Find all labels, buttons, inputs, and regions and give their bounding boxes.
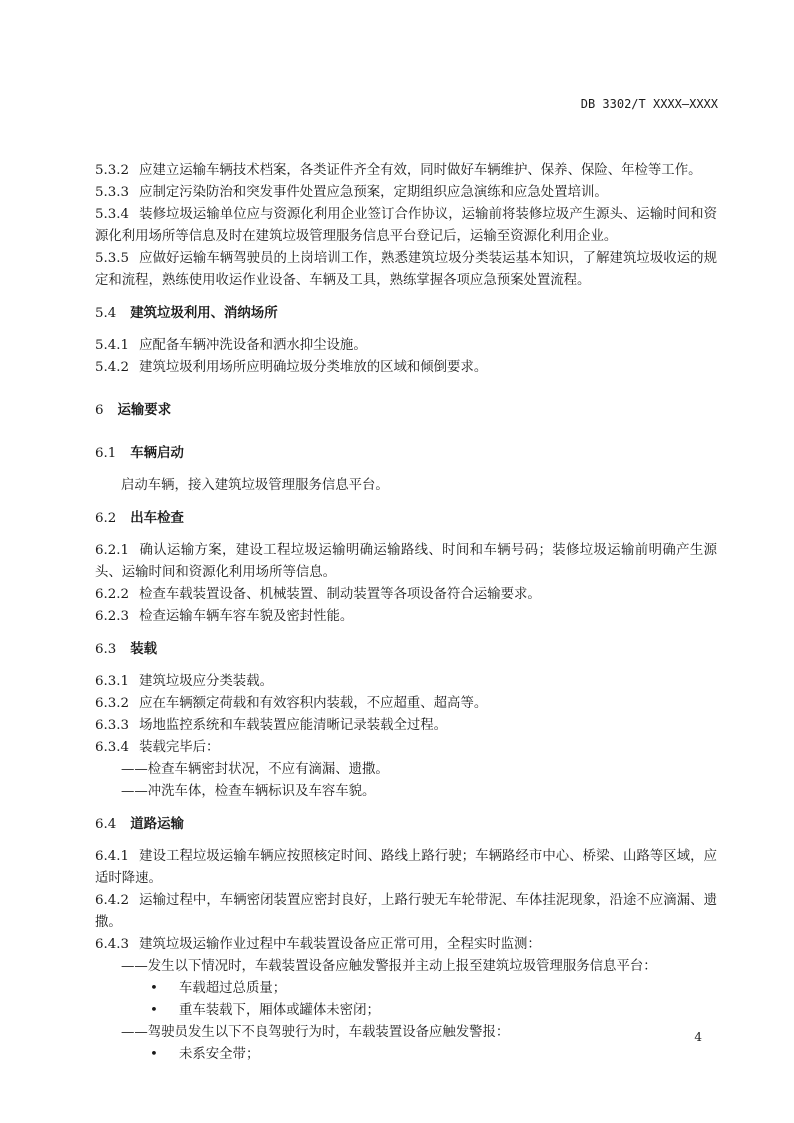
page-number: 4: [694, 1030, 702, 1044]
bullet-icon: •: [150, 1047, 158, 1062]
clause-number: 5.3.2: [95, 163, 130, 178]
clause-paragraph: [95, 693, 717, 715]
spacer: [95, 803, 717, 813]
clause-number: 6.2.3: [95, 609, 130, 624]
clause-text: 装载完毕后：: [139, 740, 220, 755]
section-heading: [95, 302, 717, 325]
clause-paragraph: [95, 846, 717, 890]
clause-paragraph: [95, 540, 717, 584]
clause-text: 建筑垃圾利用场所应明确垃圾分类堆放的区域和倾倒要求。: [139, 360, 488, 375]
spacer: [95, 836, 717, 846]
clause-text: 应在车辆额定荷载和有效容积内装载，不应超重、超高等。: [139, 696, 488, 711]
clause-paragraph: [95, 182, 717, 204]
clause-number: 6.4.2: [95, 893, 130, 908]
spacer: [95, 325, 717, 335]
document-body: [95, 160, 717, 1066]
clause-paragraph: [95, 737, 717, 759]
section-number: 6.2: [95, 511, 117, 526]
bullet-text: 未系安全带；: [179, 1047, 260, 1062]
clause-number: 6.3.1: [95, 674, 130, 689]
clause-paragraph: [95, 248, 717, 292]
clause-text: 确认运输方案，建设工程垃圾运输明确运输路线、时间和车辆号码；装修垃圾运输前明确产生源头、运输时间和资源化利用场所等信息。: [95, 543, 717, 580]
clause-paragraph: [95, 715, 717, 737]
spacer: [95, 292, 717, 302]
bullet-text: 车载超过总质量；: [179, 981, 287, 996]
bullet-text: 重车装载下，厢体或罐体未密闭；: [179, 1003, 380, 1018]
section-title: 建筑垃圾利用、消纳场所: [130, 305, 278, 321]
indented-paragraph: 启动车辆，接入建筑垃圾管理服务信息平台。: [121, 478, 389, 493]
bullet-icon: •: [150, 1003, 158, 1018]
section-heading: [95, 507, 717, 530]
section-number: 6.1: [95, 446, 117, 461]
clause-number: 6.4.3: [95, 937, 130, 952]
clause-number: 5.4.1: [95, 338, 130, 353]
clause-number: 5.3.5: [95, 251, 130, 266]
spacer: [95, 379, 717, 399]
section-number: 6.3: [95, 642, 117, 657]
clause-text: 应制定污染防治和突发事件处置应急预案，定期组织应急演练和应急处置培训。: [139, 185, 608, 200]
section-number: 6: [95, 403, 104, 418]
clause-paragraph: [95, 671, 717, 693]
dash-list-item: ——驾驶员发生以下不良驾驶行为时，车载装置设备应触发警报：: [121, 1025, 510, 1040]
spacer: [95, 497, 717, 507]
section-number: 5.4: [95, 306, 117, 321]
clause-text: 建筑垃圾应分类装载。: [139, 674, 273, 689]
section-heading: [95, 813, 717, 836]
clause-text: 应建立运输车辆技术档案，各类证件齐全有效，同时做好车辆维护、保养、保险、年检等工作。: [139, 163, 702, 178]
clause-text: 检查车载装置设备、机械装置、制动装置等各项设备符合运输要求。: [139, 587, 541, 602]
clause-number: 6.3.4: [95, 740, 130, 755]
clause-number: 6.3.2: [95, 696, 130, 711]
spacer: [95, 530, 717, 540]
clause-number: 6.4.1: [95, 849, 130, 864]
section-number: 6.4: [95, 817, 117, 832]
bullet-list-item: [95, 1044, 717, 1066]
clause-paragraph: [95, 160, 717, 182]
bullet-icon: •: [150, 981, 158, 996]
bullet-list-item: [95, 1000, 717, 1022]
section-title: 运输要求: [117, 402, 172, 418]
clause-paragraph: [95, 890, 717, 934]
clause-number: 6.3.3: [95, 718, 130, 733]
dash-list-item: ——检查车辆密封状况，不应有滴漏、遗撒。: [121, 762, 389, 777]
clause-text: 建筑垃圾运输作业过程中车载装置设备应正常可用，全程实时监测：: [139, 937, 541, 952]
clause-number: 6.2.1: [95, 543, 130, 558]
clause-text: 装修垃圾运输单位应与资源化利用企业签订合作协议，运输前将装修垃圾产生源头、运输时间和资源化利用场所等信息及时在建筑垃圾管理服务信息平台登记后，运输至资源化利用企业。: [95, 207, 717, 244]
dash-list-item: ——冲洗车体，检查车辆标识及车容车貌。: [121, 784, 376, 799]
spacer: [95, 661, 717, 671]
clause-paragraph: [95, 204, 717, 248]
clause-number: 5.3.4: [95, 207, 130, 222]
section-heading: [95, 638, 717, 661]
section-title: 车辆启动: [130, 445, 184, 461]
clause-text: 运输过程中，车辆密闭装置应密封良好，上路行驶无车轮带泥、车体挂泥现象，沿途不应滴漏、遗撒。: [95, 893, 717, 930]
section-title: 装载: [130, 641, 158, 657]
clause-text: 检查运输车辆车容车貌及密封性能。: [139, 609, 354, 624]
section-title: 出车检查: [130, 510, 184, 526]
clause-paragraph: [95, 584, 717, 606]
clause-number: 5.3.3: [95, 185, 130, 200]
clause-paragraph: [95, 357, 717, 379]
clause-text: 场地监控系统和车载装置应能清晰记录装载全过程。: [139, 718, 448, 733]
dash-list-item: ——发生以下情况时，车载装置设备应触发警报并主动上报至建筑垃圾管理服务信息平台：: [121, 959, 657, 974]
spacer: [95, 465, 717, 475]
bullet-list-item: [95, 978, 717, 1000]
document-code-header: DB 3302/T XXXX—XXXX: [580, 97, 718, 111]
clause-text: 应配备车辆冲洗设备和洒水抑尘设施。: [139, 338, 367, 353]
clause-number: 6.2.2: [95, 587, 130, 602]
clause-paragraph: [95, 934, 717, 956]
clause-text: 应做好运输车辆驾驶员的上岗培训工作，熟悉建筑垃圾分类装运基本知识，了解建筑垃圾收运的规定和流程，熟练使用收运作业设备、车辆及工具，熟练掌握各项应急预案处置流程。: [95, 251, 717, 288]
spacer: [95, 628, 717, 638]
spacer: [95, 422, 717, 442]
clause-paragraph: [95, 335, 717, 357]
section-heading: [95, 399, 717, 422]
clause-text: 建设工程垃圾运输车辆应按照核定时间、路线上路行驶；车辆路经市中心、桥梁、山路等区域，应适时降速。: [95, 849, 717, 886]
section-title: 道路运输: [130, 816, 184, 832]
clause-number: 5.4.2: [95, 360, 130, 375]
section-heading: [95, 442, 717, 465]
clause-paragraph: [95, 606, 717, 628]
